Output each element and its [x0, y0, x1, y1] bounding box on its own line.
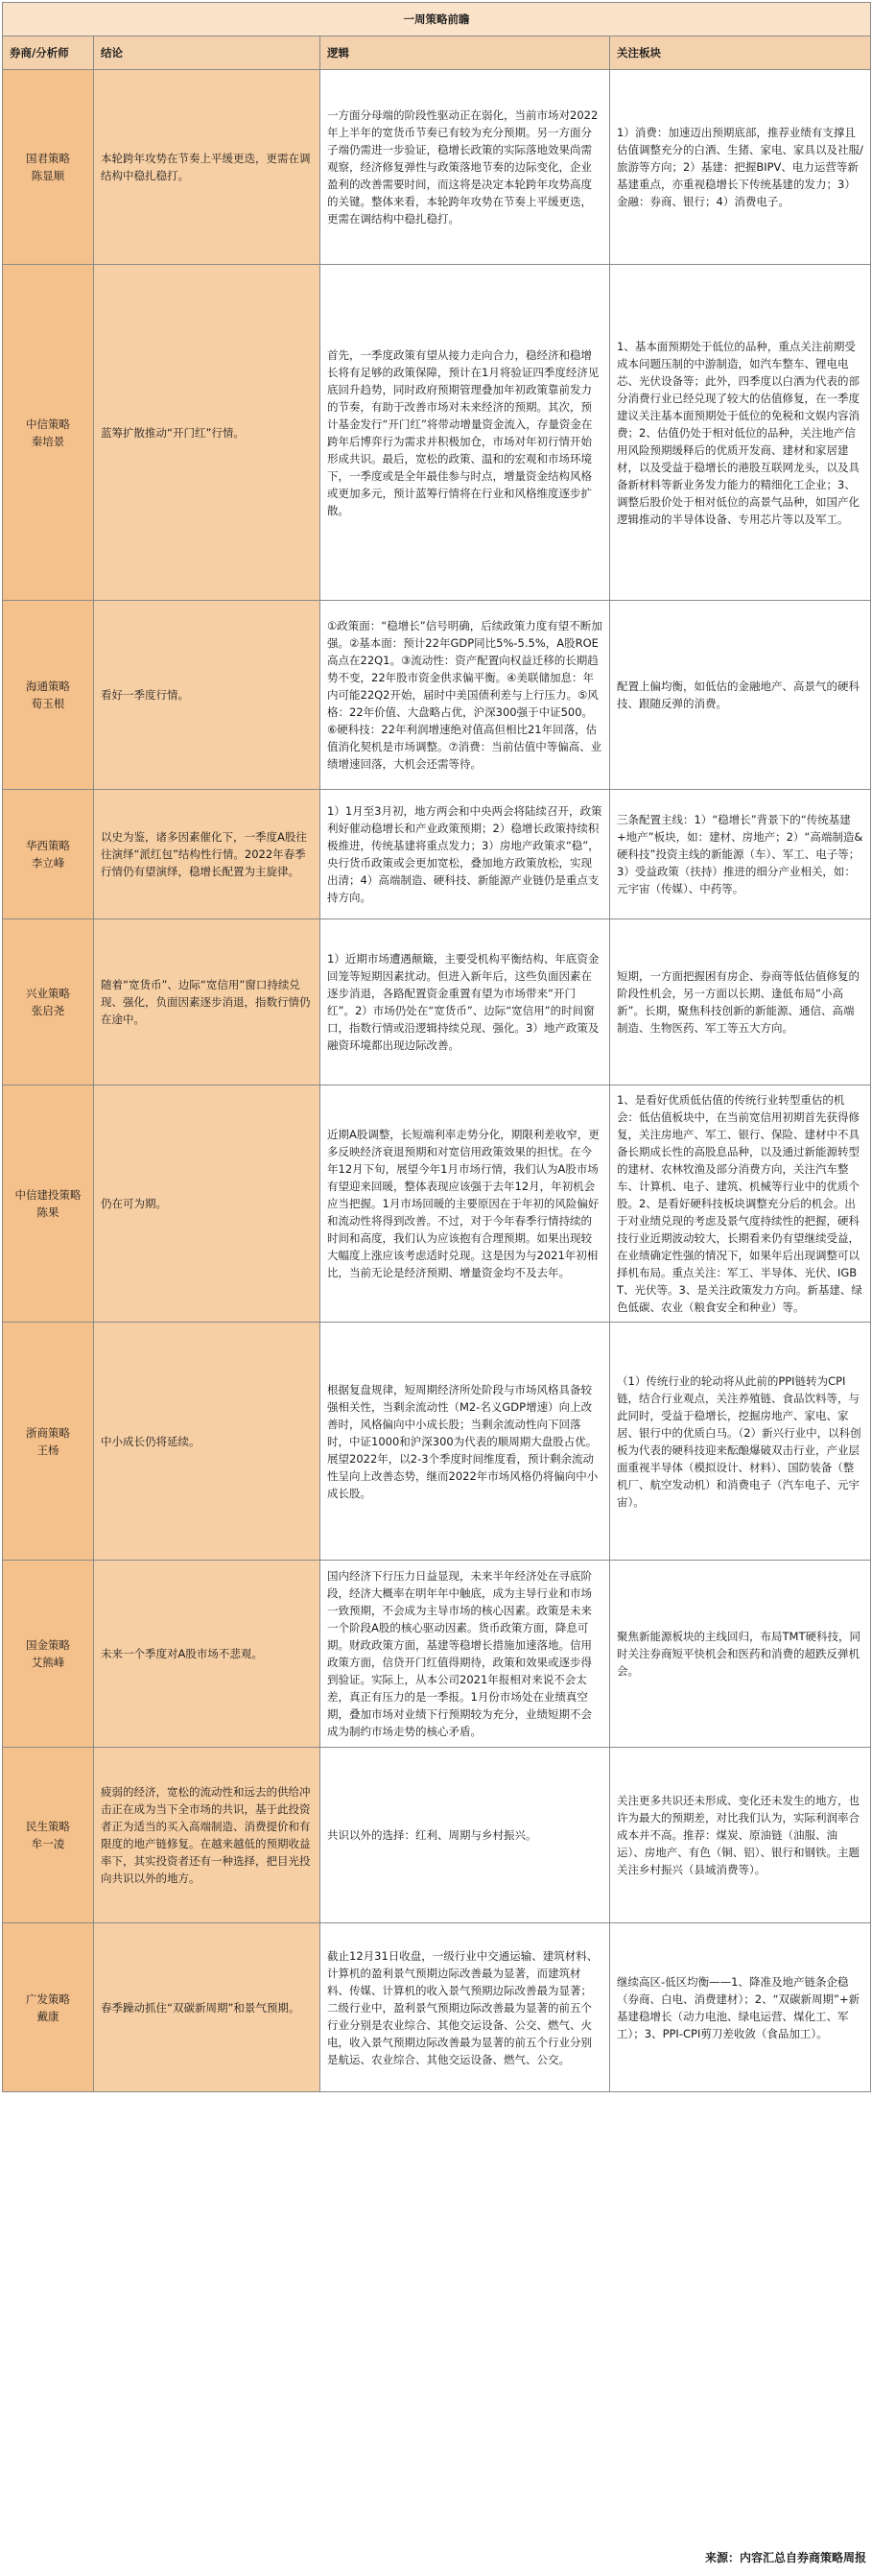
broker-cell: [3, 1923, 94, 2092]
strategy-table: [2, 2, 871, 2092]
table-row: [3, 1748, 871, 1923]
conclusion-cell: 本轮跨年攻势在节奏上平缓更迭，更需在调结构中稳扎稳打。: [94, 70, 320, 265]
table-row: [3, 919, 871, 1085]
table-row: [3, 790, 871, 919]
conclusion-cell: 未来一个季度对A股市场不悲观。: [94, 1561, 320, 1748]
analyst-name: 王杨: [36, 1443, 59, 1457]
broker-cell: [3, 601, 94, 790]
focus-cell: 短期，一方面把握困有房企、券商等低估值修复的阶段性机会，另一方面以长期、逢低布局“小高新”。长期，聚焦科技创新的新能源、通信、高端制造、生物医药、军工等五大方向。: [610, 919, 871, 1085]
header-broker: 券商/分析师: [3, 36, 94, 70]
logic-cell: 首先，一季度政策有望从接力走向合力，稳经济和稳增长将有足够的政策保障，预计在1月将验证四季度经济见底回升趋势，同时政府预期管理叠加年初政策靠前发力的节奏，有助于改善市场对未来经济的预期。其次，预计基金发行“开门红”将带动增量资金流入，存量资金在跨年后博弈行为需求并积极加仓，市场对年初行情开始形成共识。最后，宽松的政策、温和的宏观和市场环境下，一季度或是全年最佳参与时点，增量资金结构风格或更加多元，预计蓝筹行情将在行业和风格维度逐步扩散。: [320, 265, 610, 601]
table-row: [3, 601, 871, 790]
broker-cell: [3, 1561, 94, 1748]
broker-name: 民生策略: [26, 1820, 70, 1833]
table-row: [3, 1323, 871, 1561]
conclusion-cell: 以史为鉴，诸多因素催化下，一季度A股往往演绎“派红包”结构性行情。2022年春季行情仍有望演绎，稳增长配置为主旋律。: [94, 790, 320, 919]
broker-name: 广发策略: [26, 1992, 70, 2006]
conclusion-cell: 疲弱的经济，宽松的流动性和远去的供给冲击正在成为当下全市场的共识，基于此投资者正为适当的买入高端制造、消费提价和有限度的地产链修复。在越来越低的预期收益率下，其实投资者还有一种选择，把目光投向共识以外的地方。: [94, 1748, 320, 1923]
broker-cell: [3, 790, 94, 919]
analyst-name: 陈果: [36, 1205, 59, 1219]
logic-cell: 共识以外的选择：红利、周期与乡村振兴。: [320, 1748, 610, 1923]
analyst-name: 秦培景: [31, 434, 65, 448]
conclusion-cell: 仍在可为期。: [94, 1085, 320, 1323]
table-row: [3, 70, 871, 265]
analyst-name: 戴康: [36, 2009, 59, 2023]
focus-cell: 继续高区-低区均衡——1、降准及地产链条企稳（券商、白电、消费建材）；2、“双碳新周期”+新基建稳增长（动力电池、绿电运营、煤化工、军工）；3、PPI-CPI剪刀差收敛（食品加工）。: [610, 1923, 871, 2092]
header-conclusion: 结论: [94, 36, 320, 70]
table-row: [3, 1085, 871, 1323]
conclusion-cell: 看好一季度行情。: [94, 601, 320, 790]
focus-cell: 关注更多共识还未形成、变化还未发生的地方，也许为最大的预期差，对比我们认为，实际利润率合成本并不高。推荐：煤炭、原油链（油服、油运）、房地产、有色（铜、铝）、银行和钢铁。主题关注乡村振兴（县域消费等）。: [610, 1748, 871, 1923]
logic-cell: 截止12月31日收盘，一级行业中交通运输、建筑材料、计算机的盈利景气预期边际改善最为显著，而建筑材料、传媒、计算机的收入景气预期边际改善最为显著；二级行业中，盈利景气预期边际改善最为显著的前五个行业分别是农业综合、其他交运设备、公交、燃气、火电，收入景气预期边际改善最为显著的前五个行业分别是航运、农业综合、其他交运设备、燃气、公交。: [320, 1923, 610, 2092]
logic-cell: 近期A股调整，长短端利率走势分化，期限利差收窄，更多反映经济衰退预期和对宽信用政策效果的担忧。在今年12月下旬，展望今年1月市场行情，我们认为A股市场有望迎来回暖，整体表现应该强于去年12月，年初机会应当把握。1月市场回暖的主要原因在于年初的风险偏好和流动性将得到改善。不过，对于今年春季行情持续的时间和高度，我们认为应该抱有合理预期。如果出现较大幅度上涨应该考虑适时兑现。这是因为与2021年初相比，当前无论是经济预期、增量资金均不及去年。: [320, 1085, 610, 1323]
focus-cell: （1）传统行业的轮动将从此前的PPI链转为CPI链，结合行业观点，关注养殖链、食品饮料等，与此同时，受益于稳增长，挖掘房地产、家电、家居、银行中的优质白马。（2）新兴行业中，以科创板为代表的硬科技迎来酝酿爆破双击行业，产业层面重视半导体（模拟设计、材料）、国防装备（整机厂、航空发动机）和消费电子（汽车电子、元宇宙）。: [610, 1323, 871, 1561]
broker-name: 国金策略: [26, 1638, 70, 1652]
broker-name: 国君策略: [26, 152, 70, 165]
focus-cell: 1、基本面预期处于低位的品种，重点关注前期受成本问题压制的中游制造，如汽车整车、锂电电芯、光伏设备等；此外，四季度以白酒为代表的部分消费行业已经兑现了较大的估值修复，在一季度建议关注基本面预期处于低位的免税和文娱内容消费；2、估值仍处于相对低位的品种，关注地产信用风险预期缓释后的优质开发商、建材和家居建材，以及受益于稳增长的港股互联网龙头，以及具备新材料等新业务发力能力的精细化工企业；3、调整后股价处于相对低位的高景气品种，如国产化逻辑推动的半导体设备、专用芯片等以及军工。: [610, 265, 871, 601]
weekly-strategy-sheet: [2, 2, 870, 2092]
table-row: [3, 1923, 871, 2092]
logic-cell: 根据复盘规律，短周期经济所处阶段与市场风格具备较强相关性，当剩余流动性（M2-名义GDP增速）向上改善时，风格偏向中小成长股；当剩余流动性向下回落时，中证1000和沪深300为代表的顺周期大盘股占优。展望2022年，以2-3个季度时间维度看，预计剩余流动性呈向上改善态势，继而2022年市场风格仍将偏向中小成长股。: [320, 1323, 610, 1561]
broker-cell: [3, 70, 94, 265]
analyst-name: 张启尧: [31, 1004, 65, 1017]
source-note: 来源：内容汇总自券商策略周报: [704, 2551, 866, 2564]
analyst-name: 牟一凌: [31, 1837, 65, 1850]
broker-cell: [3, 919, 94, 1085]
analyst-name: 陈显顺: [31, 169, 65, 182]
broker-name: 中信建投策略: [14, 1188, 82, 1202]
broker-cell: [3, 1748, 94, 1923]
logic-cell: ①政策面：“稳增长”信号明确，后续政策力度有望不断加强。②基本面：预计22年GDP同比5%-5.5%，A股ROE高点在22Q1。③流动性：资产配置向权益迁移的长期趋势不变，22年股市资金供求偏平衡。④美联储加息：年内可能22Q2开始，届时中美国债利差与上行压力。⑤风格：22年价值、大盘略占优，沪深300强于中证500。⑥硬科技：22年利润增速绝对值高但相比21年回落，估值消化契机是市场调整。⑦消费：当前估值中等偏高、业绩增速回落，大机会还需等待。: [320, 601, 610, 790]
focus-cell: 1）消费：加速迈出预期底部，推荐业绩有支撑且估值调整充分的白酒、生猪、家电、家具以及社服/旅游等方向；2）基建：把握BIPV、电力运营等新基建重点，亦重视稳增长下传统基建的发力；3）金融：券商、银行；4）消费电子。: [610, 70, 871, 265]
table-row: [3, 1561, 871, 1748]
broker-cell: [3, 1085, 94, 1323]
conclusion-cell: 随着“宽货币”、边际“宽信用”窗口持续兑现、强化，负面因素逐步消退，指数行情仍在途中。: [94, 919, 320, 1085]
focus-cell: 三条配置主线：1）“稳增长”背景下的“传统基建+地产”板块，如：建材、房地产；2）“高端制造&硬科技”投资主线的新能源（车）、军工、电子等；3）受益政策（扶持）推进的细分产业相关，如：元宇宙（传媒）、中药等。: [610, 790, 871, 919]
conclusion-cell: 中小成长仍将延续。: [94, 1323, 320, 1561]
table-row: [3, 265, 871, 601]
broker-name: 浙商策略: [26, 1425, 70, 1440]
broker-cell: [3, 265, 94, 601]
conclusion-cell: 蓝筹扩散推动“开门红”行情。: [94, 265, 320, 601]
logic-cell: 一方面分母端的阶段性驱动正在弱化，当前市场对2022年上半年的宽货币节奏已有较为充分预期。另一方面分子端仍需进一步验证，稳增长政策的实际落地效果尚需观察，经济修复弹性与政策落地节奏的边际变化，企业盈利的改善需要时间，而这将是决定本轮跨年攻势高度的关键。整体来看，本轮跨年攻势在节奏上平缓更迭，更需在调结构中稳扎稳打。: [320, 70, 610, 265]
header-logic: 逻辑: [320, 36, 610, 70]
broker-name: 兴业策略: [26, 987, 70, 1000]
logic-cell: 1）近期市场遭遇颠簸，主要受机构平衡结构、年底资金回笼等短期因素扰动。但进入新年后，这些负面因素在逐步消退，各路配置资金重置有望为市场带来“开门红”。2）市场仍处在“宽货币”、边际“宽信用”的时间窗口，指数行情或沿逻辑持续兑现、强化。3）地产政策及融资环境都出现边际改善。: [320, 919, 610, 1085]
conclusion-cell: 春季躁动抓住“双碳新周期”和景气预期。: [94, 1923, 320, 2092]
focus-cell: 配置上偏均衡，如低估的金融地产、高景气的硬科技、跟随反弹的消费。: [610, 601, 871, 790]
analyst-name: 艾熊峰: [31, 1656, 65, 1669]
focus-cell: 1、是看好优质低估值的传统行业转型重估的机会：低估值板块中，在当前宽信用初期首先获得修复，关注房地产、军工、银行、保险、建材中不具备长期成长性的高股息品种，以及通过新能源转型的建材、农林牧渔及部分消费方向，关注汽车整车、计算机、电子、建筑、机械等行业中的优质个股。2、是看好硬科技板块调整充分后的机会。出于对业绩兑现的考虑及景气度持续性的把握，硬科技行业近期波动较大，长期看来仍有望继续受益，在业绩确定性强的情况下，如果年后出现调整可以择机布局。重点关注：军工、半导体、光伏、IGBT、光伏等。3、是关注政策发力方向。新基建、绿色低碳、农业（粮食安全和种业）等。: [610, 1085, 871, 1323]
broker-name: 海通策略: [26, 680, 70, 693]
analyst-name: 荀玉根: [31, 697, 65, 710]
analyst-name: 李立峰: [31, 856, 65, 870]
focus-cell: 聚焦新能源板块的主线回归，布局TMT硬科技，同时关注券商短平快机会和医药和消费的超跌反弹机会。: [610, 1561, 871, 1748]
logic-cell: 1）1月至3月初，地方两会和中央两会将陆续召开，政策利好催动稳增长和产业政策预期；2）稳增长政策持续积极推进，传统基建将重点发力；3）房地产政策求“稳”，央行货币政策或会更加宽松，叠加地方政策放松，实现出清；4）高端制造、硬科技、新能源产业链仍是重点支持方向。: [320, 790, 610, 919]
broker-name: 华西策略: [26, 839, 70, 852]
broker-name: 中信策略: [26, 417, 70, 431]
table-title: 一周策略前瞻: [3, 3, 871, 36]
logic-cell: 国内经济下行压力日益显现，未来半年经济处在寻底阶段，经济大概率在明年年中触底，成为主导行业和市场一致预期，不会成为主导市场的核心因素。政策是未来一个阶段A股的核心驱动因素。货币政策方面，降息可期。财政政策方面，基建等稳增长措施加速落地。信用政策方面，信贷开门红值得期待，政策和效果或逐步得到验证。实际上，从本公司2021年报相对来说不会太差，真正有压力的是一季报。1月份市场处在业绩真空期，叠加市场对业绩下行预期较为充分，业绩短期不会成为制约市场走势的核心矛盾。: [320, 1561, 610, 1748]
header-focus: 关注板块: [610, 36, 871, 70]
broker-cell: [3, 1323, 94, 1561]
